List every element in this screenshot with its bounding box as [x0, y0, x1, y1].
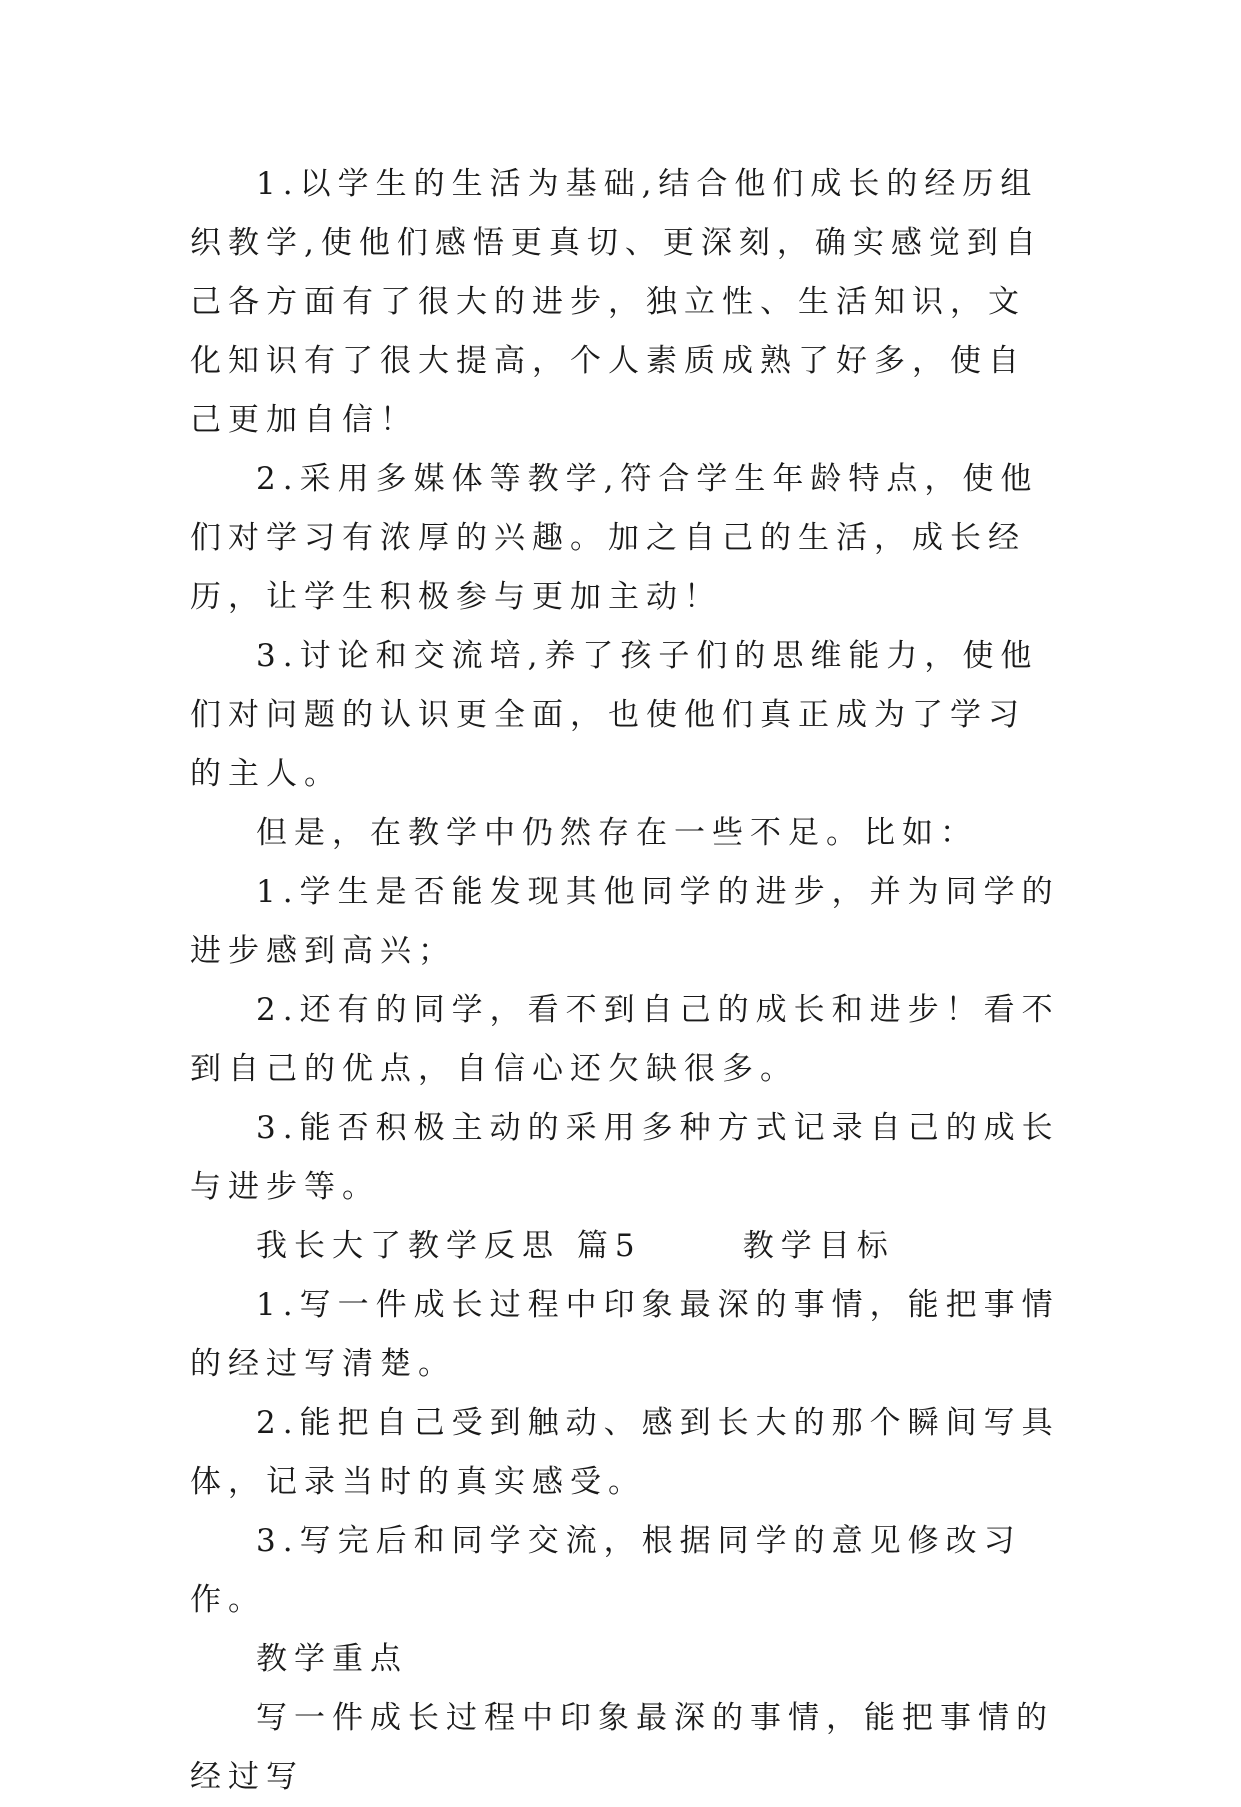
goal-3: 3.写完后和同学交流，根据同学的意见修改习作。	[190, 1523, 1022, 1618]
key-point-text: 写一件成长过程中印象最深的事情，能把事情的经过写	[190, 1700, 1054, 1795]
section-title: 我长大了教学反思	[256, 1228, 560, 1264]
paragraph-4: 但是，在教学中仍然存在一些不足。比如：	[256, 815, 978, 851]
paragraph-3: 3.讨论和交流培,养了孩子们的思维能力，使他们对问题的认识更全面，也使他们真正成为了学习的主人。	[190, 638, 1039, 792]
key-point-heading: 教学重点	[256, 1641, 408, 1677]
paragraph-1: 1.以学生的生活为基础,结合他们成长的经历组织教学,使他们感悟更真切、更深刻，确实感觉到自己各方面有了很大的进步，独立性、生活知识，文化知识有了很大提高，个人素质成熟了好多，使自己更加自信！	[190, 166, 1043, 438]
paragraph-5: 1.学生是否能发现其他同学的进步，并为同学的进步感到高兴；	[190, 874, 1060, 969]
goal-1: 1.写一件成长过程中印象最深的事情，能把事情的经过写清楚。	[190, 1287, 1060, 1382]
goal-2: 2.能把自己受到触动、感到长大的那个瞬间写具体，记录当时的真实感受。	[190, 1405, 1060, 1500]
paragraph-6: 2.还有的同学，看不到自己的成长和进步！看不到自己的优点，自信心还欠缺很多。	[190, 992, 1060, 1087]
document-body	[190, 155, 1060, 1807]
paragraph-2: 2.采用多媒体等教学,符合学生年龄特点，使他们对学习有浓厚的兴趣。加之自己的生活，成长经历，让学生积极参与更加主动！	[190, 461, 1039, 615]
section-subheading: 教学目标	[742, 1228, 895, 1264]
paragraph-7: 3.能否积极主动的采用多种方式记录自己的成长与进步等。	[190, 1110, 1060, 1205]
section-part: 篇5	[576, 1228, 642, 1264]
section-heading	[190, 1217, 1060, 1276]
